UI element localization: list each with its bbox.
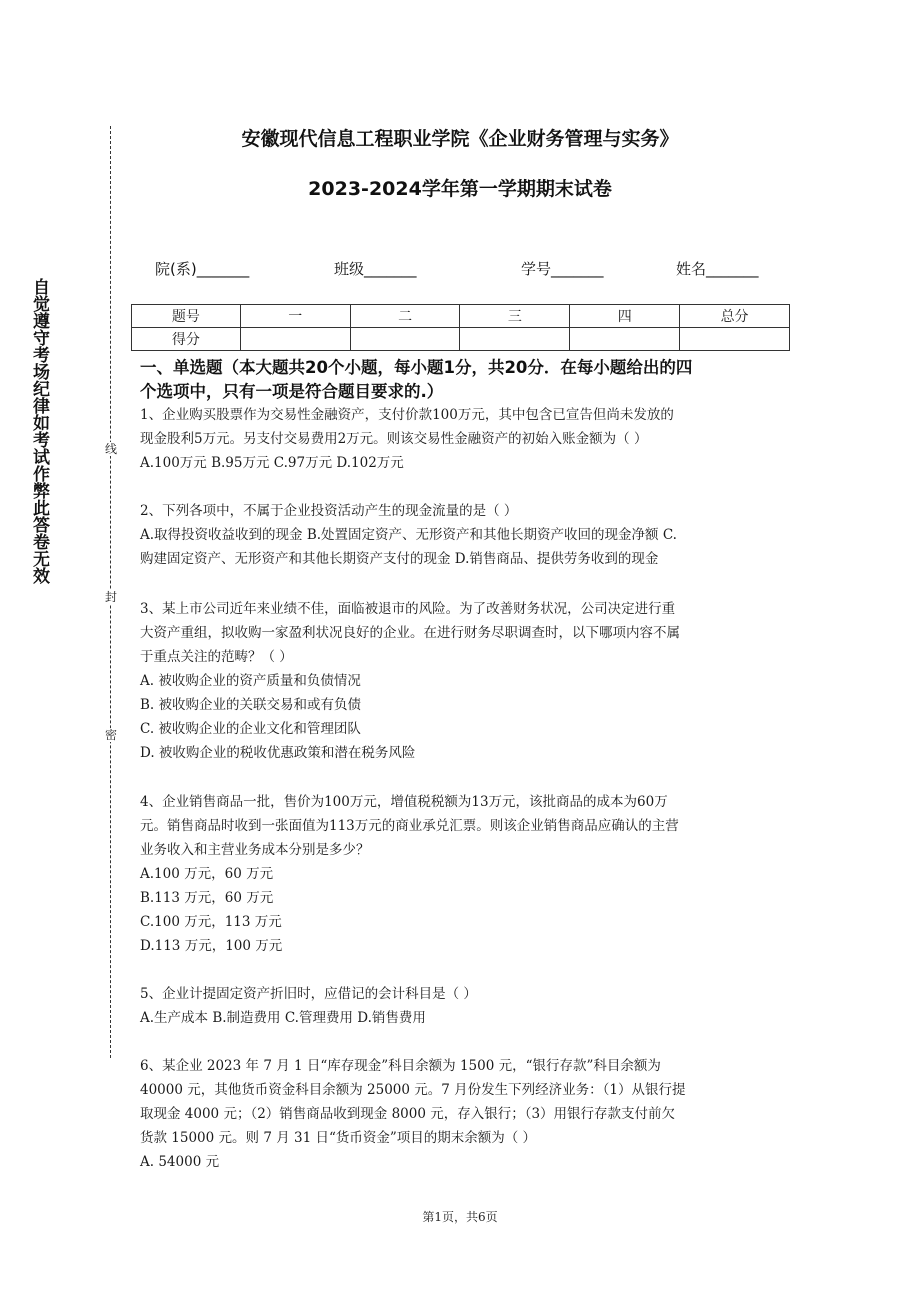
- score-cell: [570, 328, 680, 351]
- question-line: 业务收入和主营业务成本分别是多少？: [140, 842, 370, 858]
- question-option: D. 被收购企业的税收优惠政策和潜在税务风险: [140, 745, 416, 761]
- question-line: 货款 15000 元。则 7 月 31 日“货币资金”项目的期末余额为（ ）: [140, 1130, 537, 1146]
- question-5: [140, 982, 792, 1030]
- seal-mark-line: 线: [104, 442, 117, 456]
- score-cell: [240, 328, 350, 351]
- question-line: 5、企业计提固定资产折旧时，应借记的会计科目是（ ）: [140, 986, 477, 1002]
- question-line: 6、某企业 2023 年 7 月 1 日“库存现金”科目余额为 1500 元，“银行存款”科目余额为: [140, 1058, 661, 1074]
- exam-title: 安徽现代信息工程职业学院《企业财务管理与实务》: [241, 128, 679, 150]
- question-line: 1、企业购买股票作为交易性金融资产，支付价款100万元，其中包含已宣告但尚未发放的: [140, 407, 674, 423]
- score-header-cell: 总分: [680, 305, 790, 328]
- question-option: A. 被收购企业的资产质量和负债情况: [140, 673, 361, 689]
- question-line: 3、某上市公司近年来业绩不佳，面临被退市的风险。为了改善财务状况，公司决定进行重: [140, 601, 676, 617]
- question-line: 取现金 4000 元；（2）销售商品收到现金 8000 元，存入银行；（3）用银行存款支付前欠: [140, 1106, 676, 1122]
- score-header-cell: 一: [240, 305, 350, 328]
- student-id-field: 学号_______: [521, 260, 604, 278]
- page-number: 第1页，共6页: [422, 1210, 498, 1224]
- question-option: B. 被收购企业的关联交易和或有负债: [140, 697, 362, 713]
- section-heading-line: 个选项中，只有一项是符合题目要求的.）: [140, 382, 444, 401]
- question-line: 2、下列各项中，不属于企业投资活动产生的现金流量的是（ ）: [140, 503, 518, 519]
- department-field: 院(系)_______: [155, 260, 250, 278]
- question-option: D.113 万元，100 万元: [140, 938, 283, 954]
- name-field: 姓名_______: [676, 260, 759, 278]
- score-cell: [680, 328, 790, 351]
- section-heading: [140, 356, 790, 404]
- question-option: C. 被收购企业的企业文化和管理团队: [140, 721, 361, 737]
- score-header-cell: 二: [350, 305, 460, 328]
- score-header-cell: 四: [570, 305, 680, 328]
- question-2: [140, 499, 792, 571]
- score-header-cell: 三: [460, 305, 570, 328]
- question-line: 于重点关注的范畴？（ ）: [140, 649, 293, 665]
- score-cell: [460, 328, 570, 351]
- score-row-label: 得分: [132, 328, 241, 351]
- question-options: A.100万元 B.95万元 C.97万元 D.102万元: [140, 455, 404, 471]
- score-table-header-row: [132, 305, 790, 328]
- question-line: 40000 元，其他货币资金科目余额为 25000 元。7 月份发生下列经济业务：（1）从银行提: [140, 1082, 686, 1098]
- question-4: [140, 790, 792, 958]
- seal-mark-secret: 密: [104, 728, 117, 742]
- question-option: A. 54000 元: [140, 1154, 220, 1170]
- score-header-cell: 题号: [132, 305, 241, 328]
- question-options: A.生产成本 B.制造费用 C.管理费用 D.销售费用: [140, 1010, 426, 1026]
- score-table: [131, 304, 790, 351]
- question-line: A.取得投资收益收到的现金 B.处置固定资产、无形资产和其他长期资产收回的现金净额 C.: [140, 527, 677, 543]
- question-option: B.113 万元，60 万元: [140, 890, 274, 906]
- question-line: 元。销售商品时收到一张面值为113万元的商业承兑汇票。则该企业销售商品应确认的主营: [140, 818, 679, 834]
- question-line: 大资产重组，拟收购一家盈利状况良好的企业。在进行财务尽职调查时，以下哪项内容不属: [140, 625, 680, 641]
- question-1: [140, 403, 792, 475]
- score-table-score-row: [132, 328, 790, 351]
- seal-mark-seal: 封: [104, 590, 117, 604]
- exam-discipline-notice: 自觉遵守考场纪律如考试作弊此答卷无效: [29, 278, 49, 584]
- exam-subtitle: 2023-2024学年第一学期期末试卷: [308, 178, 612, 200]
- class-field: 班级_______: [334, 260, 417, 278]
- question-option: C.100 万元，113 万元: [140, 914, 282, 930]
- question-option: A.100 万元，60 万元: [140, 866, 274, 882]
- question-3: [140, 597, 792, 765]
- question-line: 现金股利5万元。另支付交易费用2万元。则该交易性金融资产的初始入账金额为（ ）: [140, 431, 648, 447]
- score-cell: [350, 328, 460, 351]
- question-line: 4、企业销售商品一批，售价为100万元，增值税税额为13万元，该批商品的成本为60万: [140, 794, 668, 810]
- question-6: [140, 1054, 792, 1174]
- section-heading-line: 一、单选题（本大题共20个小题，每小题1分，共20分．在每小题给出的四: [140, 358, 693, 377]
- question-line: 购建固定资产、无形资产和其他长期资产支付的现金 D.销售商品、提供劳务收到的现金: [140, 551, 659, 567]
